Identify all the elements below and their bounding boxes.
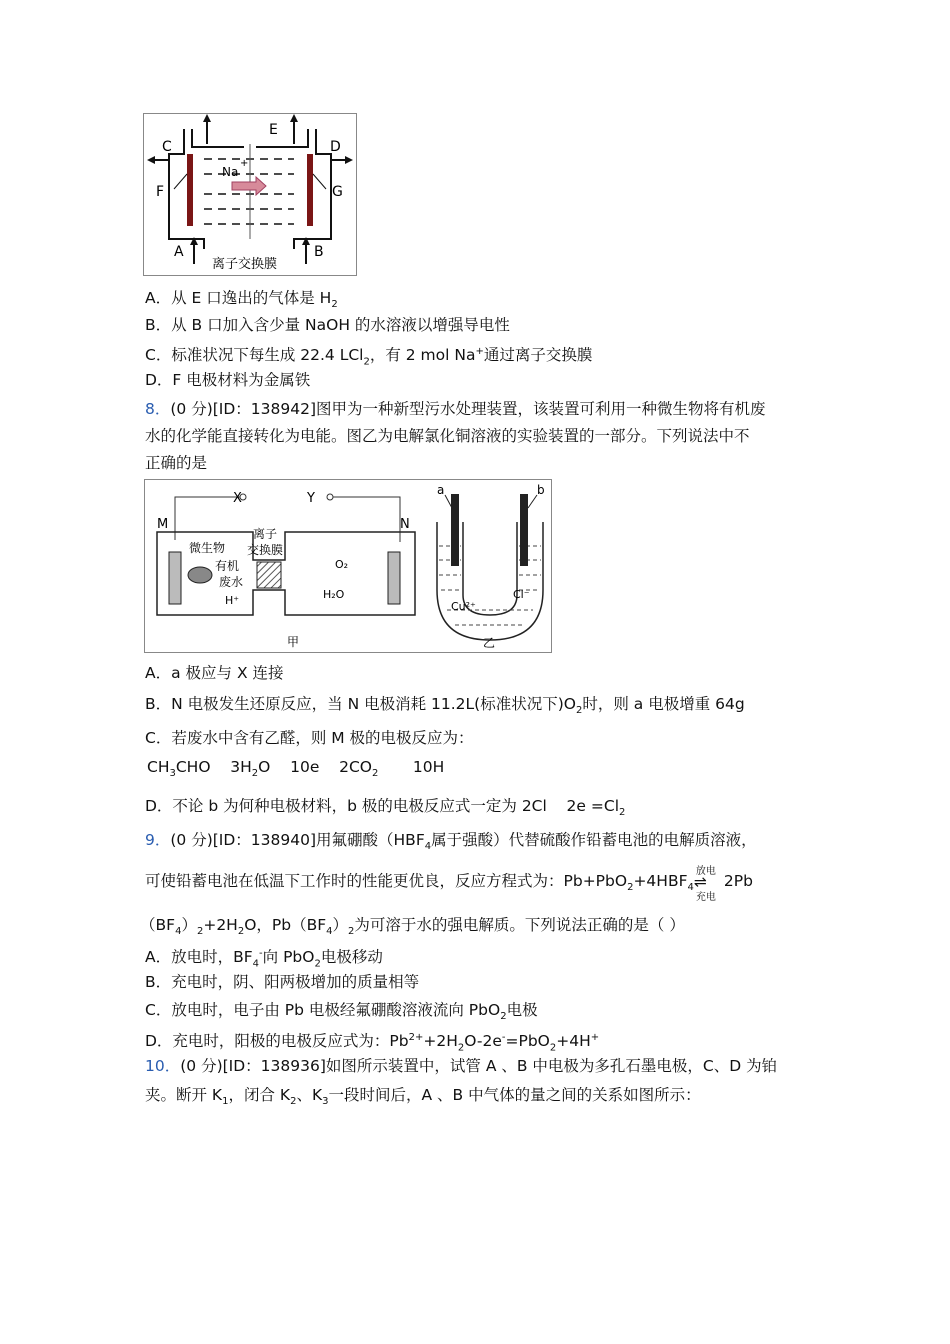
label-d: D [330, 139, 341, 155]
q9-stem-line2: 可使铅蓄电池在低温下工作时的性能更优良，反应方程式为：$Pb+PbO_2+4HBF_4$ 放电 ⇌ 充电 2Pb [145, 865, 753, 903]
q8-option-b: B．N 电极发生还原反应，当 N 电极消耗 11.2L(标准状况下)$O_2$时，则 a 电极增重 64g [145, 695, 745, 717]
o2-label: O₂ [335, 558, 349, 571]
q8-option-a: A．a 极应与 X 连接 [145, 664, 284, 682]
q8-option-d: D．不论 b 为何种电极材料，b 极的电极反应式一定为 2Cl $2e =Cl_2$ [145, 797, 626, 819]
label-f: F [156, 184, 165, 200]
label-g: G [332, 184, 343, 200]
hplus-label: H⁺ [225, 594, 240, 607]
label-x: X [233, 491, 242, 506]
organic-label: 有机 [215, 559, 240, 573]
yi-label: 乙 [483, 636, 496, 650]
microbe-label: 微生物 [189, 541, 226, 555]
label-m: M [157, 517, 169, 532]
h2o-label: H₂O [323, 588, 345, 601]
membrane-label-2: 交换膜 [247, 543, 284, 557]
q7-option-b: B．从 B 口加入含少量 NaOH 的水溶液以增强导电性 [145, 316, 510, 334]
q9-option-d: D．充电时，阳极的电极反应式为：$Pb^{2+}+2H_2O-2e^-=PbO_2+4H^+$ [145, 1032, 600, 1054]
cu-ion-label: Cu²⁺ [451, 600, 476, 613]
label-c: C [162, 139, 172, 155]
q8-option-c: C．若废水中含有乙醛，则 M 极的电极反应为： [145, 729, 474, 747]
q9-stem-line3: $(BF_4)_2+2H_2O$，$Pb(BF_4)_2$为可溶于水的强电解质。下列说法正确的是（ ） [140, 916, 685, 938]
q9-option-c: C．放电时，电子由 Pb 电极经氟硼酸溶液流向 PbO$_2$电极 [145, 1001, 538, 1023]
label-a: A [174, 244, 184, 260]
q8-stem-line3: 正确的是 [145, 454, 208, 472]
q8-equation: $CH_3CHO$ $3H_2O$ 10e $2CO_2$ 10H [147, 758, 445, 780]
label-b: B [314, 244, 324, 260]
q7-option-d: D．F 电极材料为金属铁 [145, 371, 311, 389]
membrane-label-1: 离子 [253, 527, 278, 541]
q9-stem-line1: 9．(0 分)[ID：138940]用氟硼酸（$HBF_4$属于强酸）代替硫酸作铅蓄电池的电解质溶液， [145, 831, 757, 853]
q8-stem-line1: 8．(0 分)[ID：138942]图甲为一种新型污水处理装置，该装置可利用一种微生物将有机废 [145, 400, 766, 418]
label-n: N [400, 517, 410, 532]
label-na-plus: + [240, 158, 249, 169]
reversible-arrow-icon: 放电 ⇌ 充电 [693, 865, 716, 903]
electrolysis-cell-figure [143, 113, 357, 276]
q7-option-a: A．从 E 口逸出的气体是 $H_2$ [145, 289, 338, 311]
cl-ion-label: Cl⁻ [513, 588, 530, 601]
label-y: Y [307, 491, 315, 506]
q9-option-a: A．放电时，$BF_4^-$向 PbO$_2$电极移动 [145, 948, 383, 970]
q10-stem-line2: 夹。断开 $K_1$，闭合 $K_2$、$K_3$一段时间后，A 、B 中气体的量之间的关系如图所示： [145, 1086, 701, 1108]
label-na: Na [222, 165, 239, 179]
label-e: E [269, 122, 278, 138]
jia-label: 甲 [287, 635, 300, 649]
membrane-caption: 离子交换膜 [212, 257, 278, 272]
q8-stem-line2: 水的化学能直接转化为电能。图乙为电解氯化铜溶液的实验装置的一部分。下列说法中不 [145, 427, 750, 445]
label-electrode-a: a [437, 483, 445, 497]
q10-stem-line1: 10．(0 分)[ID：138936]如图所示装置中，试管 A 、B 中电极为多孔石墨电极，C、D 为铂 [145, 1057, 778, 1075]
q9-option-b: B．充电时，阴、阳两极增加的质量相等 [145, 973, 420, 991]
wastewater-cell-figure [144, 479, 552, 653]
waste-label: 废水 [219, 575, 244, 589]
label-electrode-b: b [537, 483, 545, 497]
q7-option-c: C．标准状况下每生成 22.4 LCl$_2$，有 2 mol Na+通过离子交换膜 [145, 346, 593, 368]
